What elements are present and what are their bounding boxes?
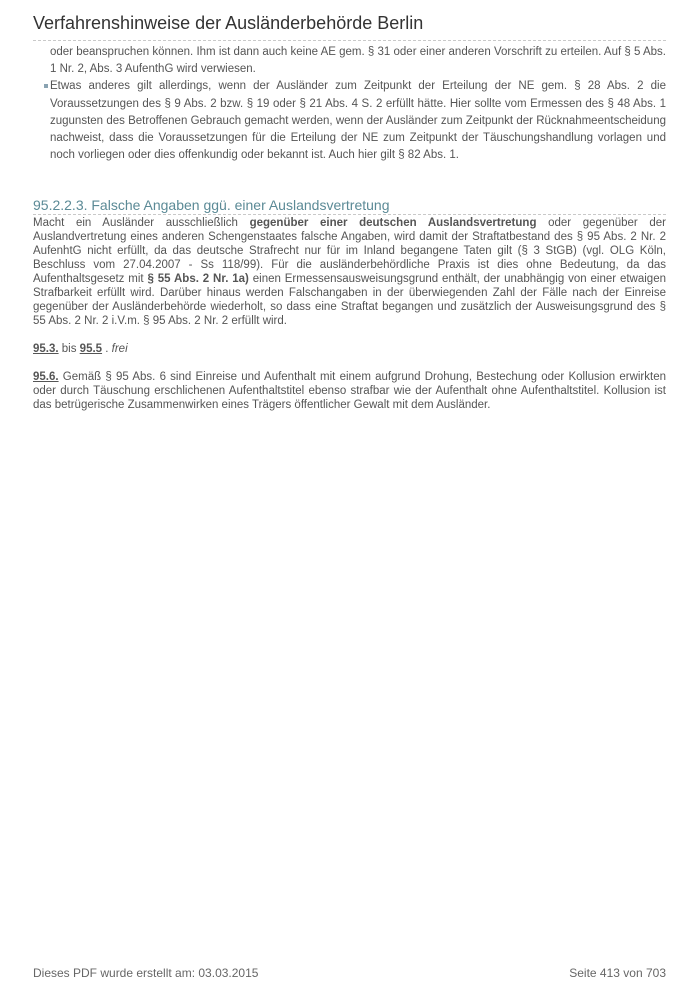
paragraph-auslandsvertretung xyxy=(33,216,666,328)
section-heading: 95.2.2.3. Falsche Angaben ggü. einer Auslandsvertretung xyxy=(33,197,666,215)
section-link-95-3[interactable]: 95.3. xyxy=(33,343,59,356)
text-span: einen Ermessensausweisungsgrund enthält, der unabhängig von einer etwaigen Strafbarkeit erfüllt wird. Darüber hinaus werden Falschangaben in der überwiegenden Zahl der Fälle nach der Einreise gegenüber der Ausländerbehörde wiederholt, so dass eine Straftat begangen und zusätzlich der Ausweisungsgrund des § 55 Abs. 2 Nr. 2 i.V.m. § 95 Abs. 2 Nr. 2 erfüllt wird. xyxy=(33,273,666,328)
text-span: bis xyxy=(58,343,80,356)
list-item-text: Etwas anderes gilt allerdings, wenn der Ausländer zum Zeitpunkt der Erteilung der NE gem. § 28 Abs. 2 die Voraussetzungen des § 9 Abs. 2 bzw. § 19 oder § 21 Abs. 4 S. 2 erfüllt hätte. Hier sollte vom Ermessen des § 48 Abs. 1 zugunsten des Betroffenen Gebrauch gemacht werden, wenn der Ausländer zum Zeitpunkt der Rücknahmeentscheidung nachweist, dass die Voraussetzungen für die Erteilung der NE zum Zeitpunkt der Täuschungshandlung vorlagen und noch vorliegen oder dies offenkundig oder bekannt ist. Auch hier gilt § 82 Abs. 1. xyxy=(50,80,666,162)
page-header xyxy=(33,13,666,41)
document-body xyxy=(33,44,666,412)
italic-text: frei xyxy=(111,343,128,356)
text-span: oder gegenüber der Auslandvertretung eines anderen Schengenstaates falsche Angaben, wird damit der Straftatbestand des § 95 Abs. 2 Nr. 2 AufenhtG nicht erfüllt, da das deutsche Strafrecht nur für im Inland begangene Taten gilt (§ 3 StGB) (vgl. OLG Köln, Beschluss vom 27.04.2007 - Ss 118/99). Für die ausländerbehördliche Praxis ist dies ohne Bedeutung, da das Aufenthaltsgesetz mit xyxy=(33,217,666,286)
bold-text: § 55 Abs. 2 Nr. 1a) xyxy=(147,273,249,286)
text-span: . xyxy=(102,343,112,356)
section-link-95-5[interactable]: 95.5 xyxy=(79,343,103,356)
section-link-95-6[interactable]: 95.6. xyxy=(33,371,59,384)
text-span: Macht ein Ausländer ausschließlich xyxy=(33,217,250,230)
list-continuation: oder beanspruchen können. Ihm ist dann auch keine AE gem. § 31 oder einer anderen Vorschrift zu erteilen. Auf § 5 Abs. 1 Nr. 2, Abs. 3 AufenthG wird verwiesen. xyxy=(50,46,666,76)
paragraph-frei xyxy=(33,342,666,356)
bullet-icon xyxy=(44,84,48,88)
bold-text: gegenüber einer deutschen Auslandsvertretung xyxy=(249,217,537,230)
document-title: Verfahrenshinweise der Ausländerbehörde Berlin xyxy=(33,13,424,33)
footer-page-number: Seite 413 von 703 xyxy=(569,966,666,980)
paragraph-95-6 xyxy=(33,370,666,412)
text-span: Gemäß § 95 Abs. 6 sind Einreise und Aufenthalt mit einem aufgrund Drohung, Bestechung oder Kollusion erwirkten oder durch Täuschung erschlichenen Aufenthaltstitel ebenso strafbar wie der Aufenthalt ohne Aufenthaltstitel. Kollusion ist das betrügerische Zusammenwirken eines Trägers öffentlicher Gewalt mit dem Ausländer. xyxy=(33,371,666,412)
footer-created-date: Dieses PDF wurde erstellt am: 03.03.2015 xyxy=(33,966,259,980)
list-item xyxy=(33,78,666,164)
